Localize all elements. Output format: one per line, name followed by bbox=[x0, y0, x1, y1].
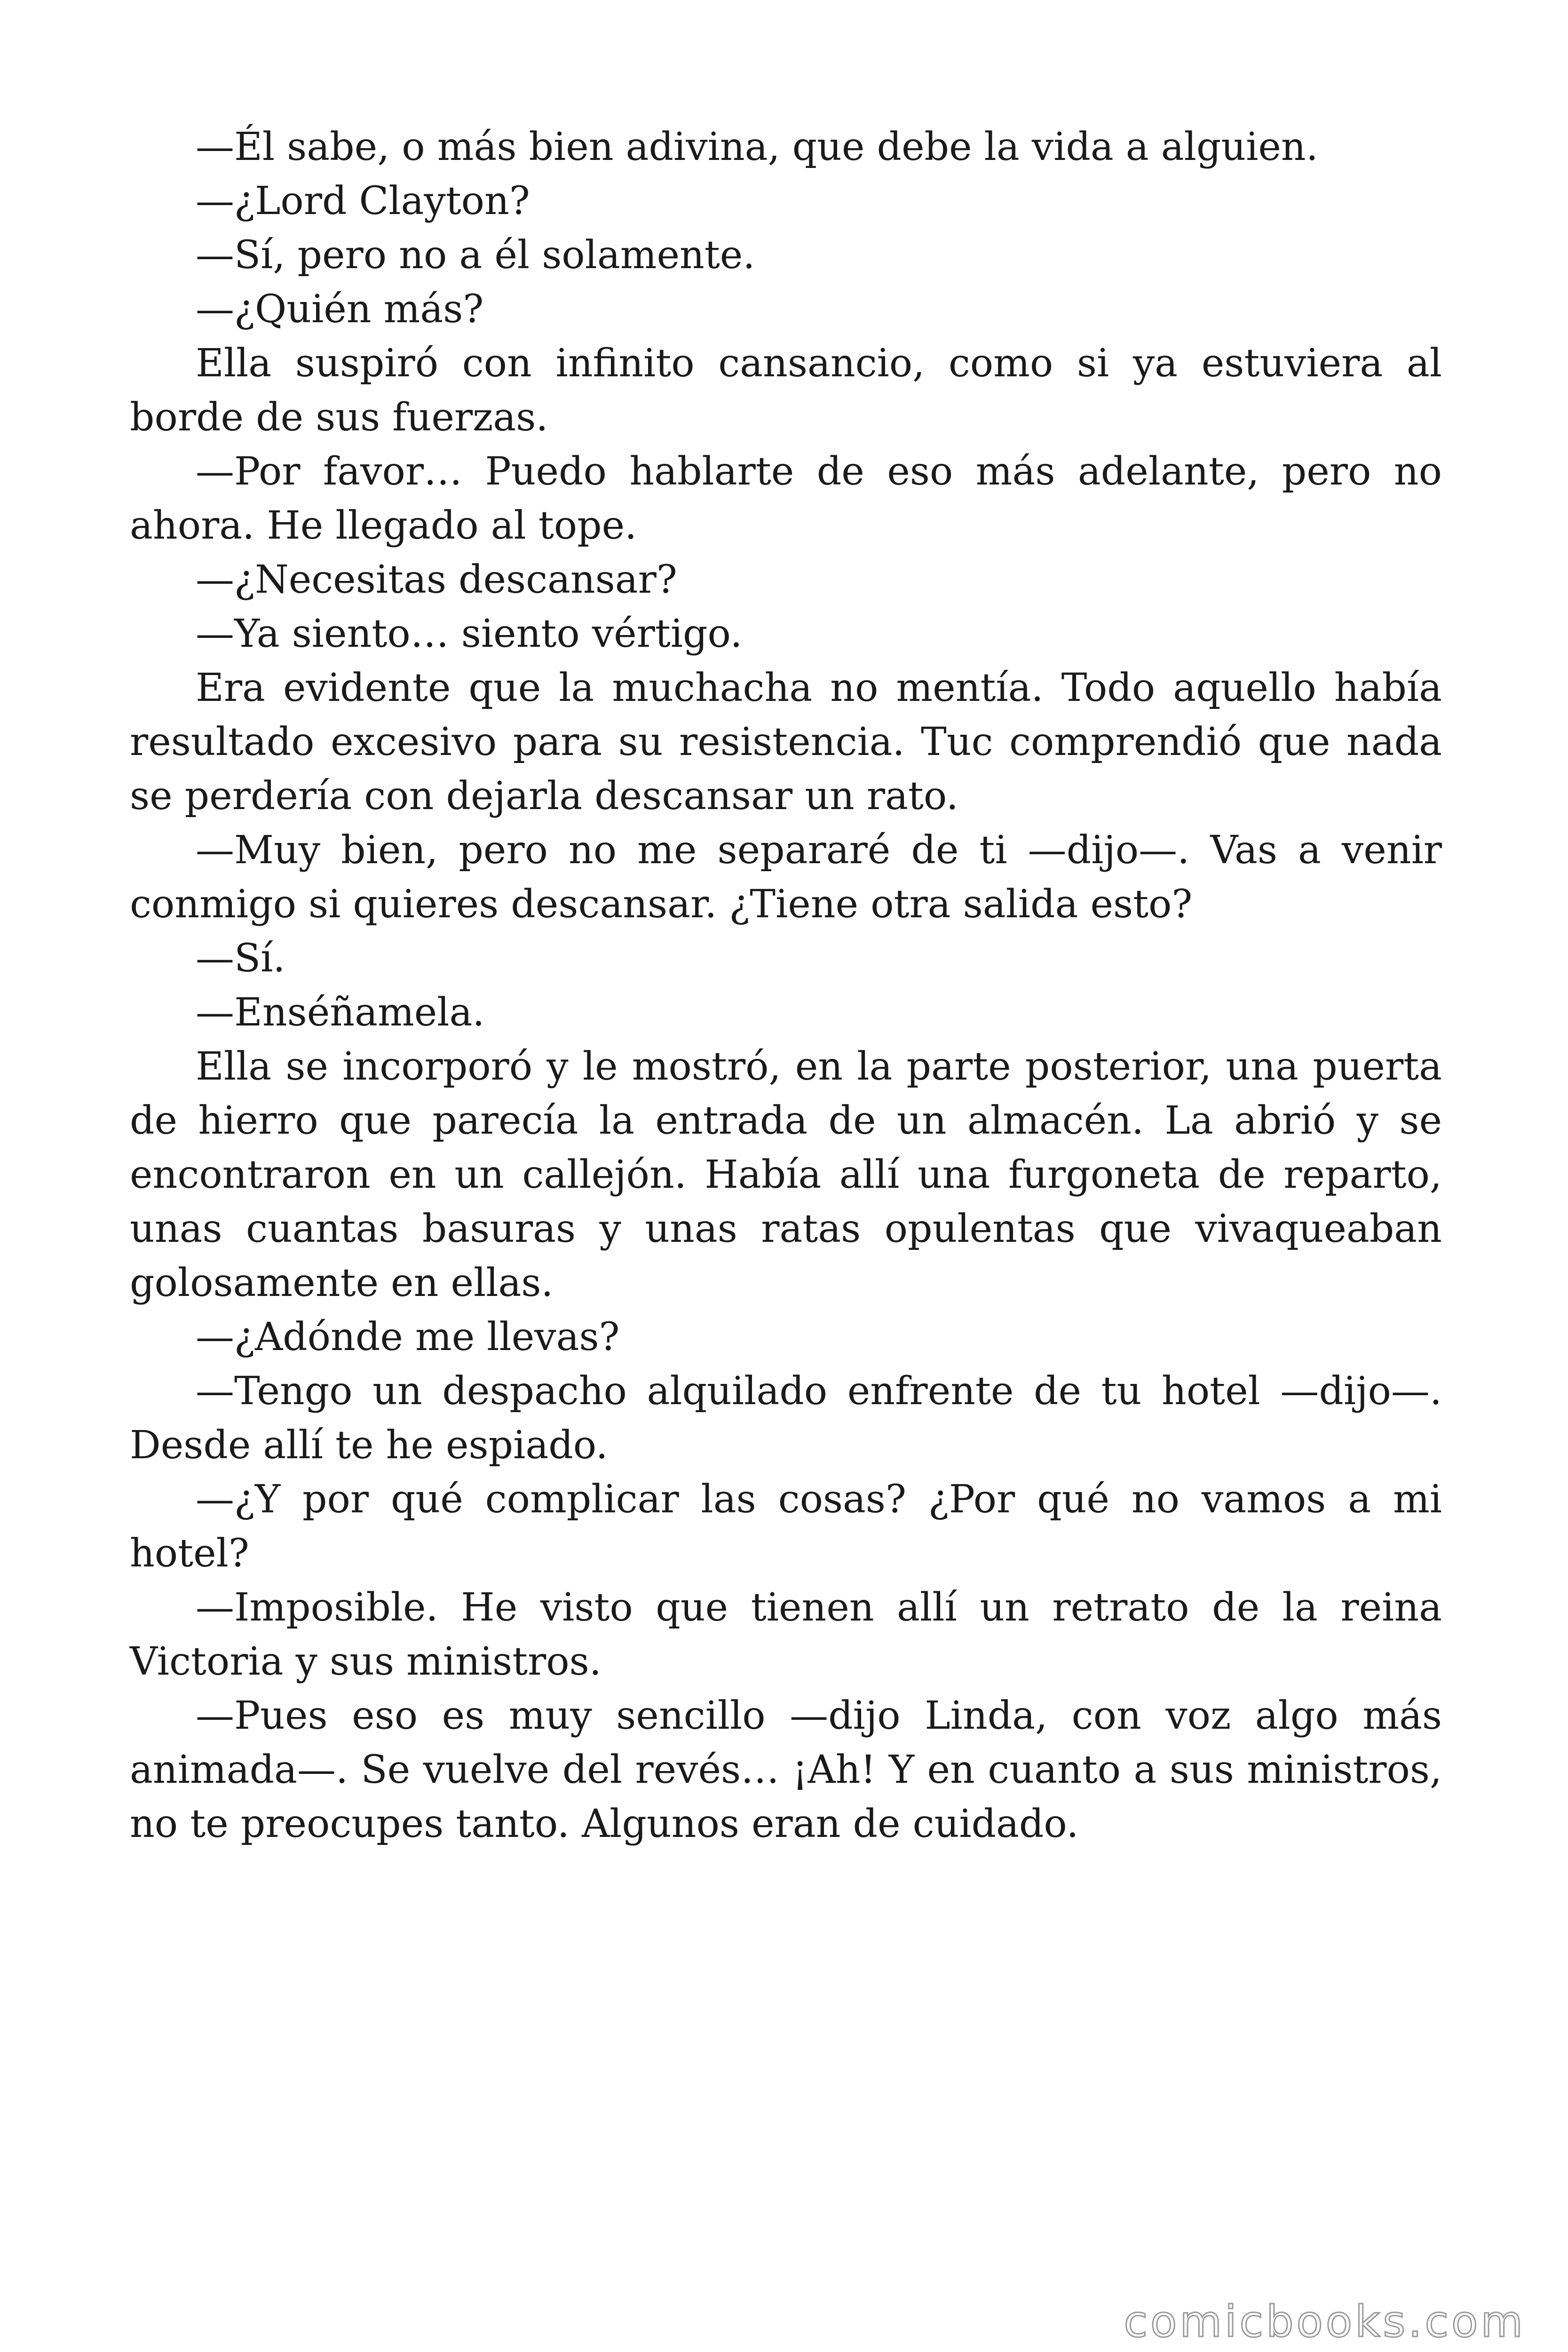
paragraph-3: —Sí, pero no a él solamente. bbox=[196, 233, 755, 278]
paragraph-17: —Imposible. He visto que tienen allí un retrato de la reina Victoria y sus ministros. bbox=[130, 1585, 1442, 1684]
paragraph-10: —Muy bien, pero no me separaré de ti —dijo—. Vas a venir conmigo si quieres descansar. ¿Tiene otra salida esto? bbox=[130, 828, 1442, 927]
paragraph-7: —¿Necesitas descansar? bbox=[196, 557, 677, 602]
paragraph-12: —Enséñamela. bbox=[196, 990, 485, 1035]
body-text bbox=[130, 120, 1442, 1851]
paragraph-15: —Tengo un despacho alquilado enfrente de tu hotel —dijo—. Desde allí te he espiado. bbox=[130, 1369, 1442, 1468]
paragraph-14: —¿Adónde me llevas? bbox=[196, 1315, 620, 1359]
paragraph-9: Era evidente que la muchacha no mentía. Todo aquello había resultado excesivo para su resistencia. Tuc comprendió que nada se perdería con dejarla descansar un rato. bbox=[130, 666, 1442, 818]
paragraph-18: —Pues eso es muy sencillo —dijo Linda, con voz algo más animada—. Se vuelve del revés… ¡Ah! Y en cuanto a sus ministros, no te preocupes tanto. Algunos eran de cuidado. bbox=[130, 1693, 1442, 1846]
paragraph-8: —Ya siento… siento vértigo. bbox=[196, 612, 743, 656]
paragraph-4: —¿Quién más? bbox=[196, 287, 484, 332]
paragraph-5: Ella suspiró con infinito cansancio, como si ya estuviera al borde de sus fuerzas. bbox=[130, 341, 1442, 440]
paragraph-16: —¿Y por qué complicar las cosas? ¿Por qué no vamos a mi hotel? bbox=[130, 1477, 1442, 1576]
paragraph-2: —¿Lord Clayton? bbox=[196, 179, 530, 223]
paragraph-13: Ella se incorporó y le mostró, en la parte posterior, una puerta de hierro que parecía la entrada de un almacén. La abrió y se encontraron en un callejón. Había allí una furgoneta de reparto, unas cuantas basuras y unas ratas opulentas que vivaqueaban golosamente en ellas. bbox=[130, 1044, 1442, 1305]
watermark-text: comicbooks.com bbox=[1124, 2296, 1526, 2347]
paragraph-1: —Él sabe, o más bien adivina, que debe la vida a alguien. bbox=[196, 125, 1318, 169]
paragraph-11: —Sí. bbox=[196, 936, 285, 981]
paragraph-6: —Por favor… Puedo hablarte de eso más adelante, pero no ahora. He llegado al tope. bbox=[130, 449, 1442, 548]
